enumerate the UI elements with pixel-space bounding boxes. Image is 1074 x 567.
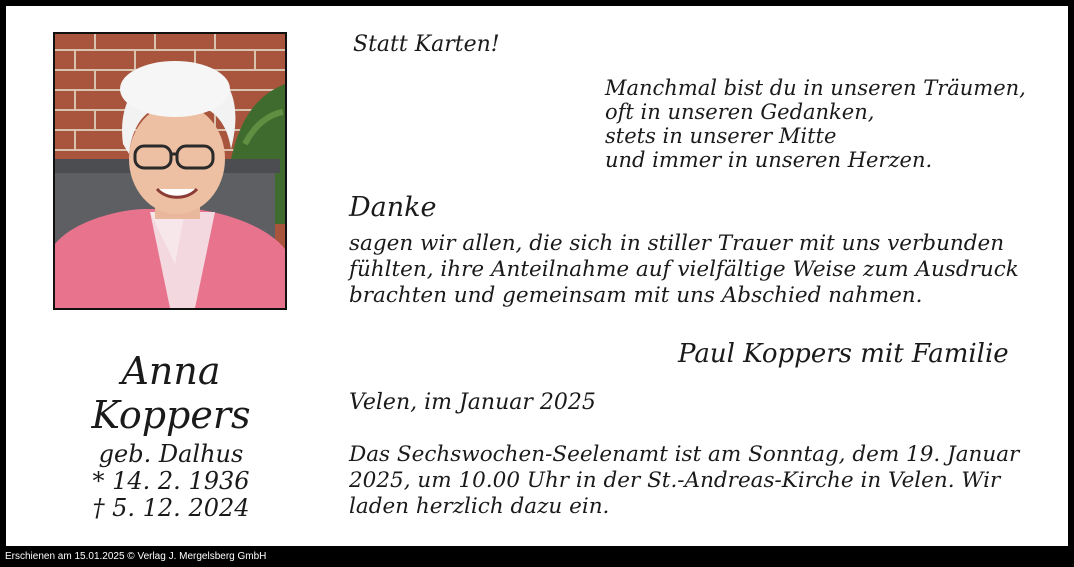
thanks-text	[349, 231, 1019, 309]
last-name: Koppers	[91, 393, 251, 437]
notice-line: 2025, um 10.00 Uhr in der St.-Andreas-Kirche in Velen. Wir	[349, 468, 1001, 493]
notice-line: Das Sechswochen-Seelenamt ist am Sonntag, dem 19. Januar	[349, 442, 1020, 467]
poem-line: oft in unseren Gedanken,	[605, 100, 875, 124]
statt-karten: Statt Karten!	[353, 32, 500, 57]
poem-line: stets in unserer Mitte	[605, 124, 837, 148]
portrait-illustration	[55, 34, 285, 308]
birth-date: * 14. 2. 1936	[92, 467, 250, 495]
poem-line: und immer in unseren Herzen.	[605, 148, 933, 172]
thanks-line: sagen wir allen, die sich in stiller Trauer mit uns verbunden	[349, 231, 1005, 256]
place-date: Velen, im Januar 2025	[349, 390, 596, 415]
thanks-line: brachten und gemeinsam mit uns Abschied nahmen.	[349, 283, 923, 308]
obituary-card	[6, 6, 1068, 546]
death-date: † 5. 12. 2024	[92, 494, 250, 522]
portrait-photo	[53, 32, 287, 310]
notice-line: laden herzlich dazu ein.	[349, 494, 610, 519]
mass-notice	[349, 442, 1019, 520]
signature: Paul Koppers mit Familie	[678, 339, 1009, 369]
thanks-line: fühlten, ihre Anteilnahme auf vielfältige Weise zum Ausdruck	[349, 257, 1019, 282]
maiden-name: geb. Dalhus	[98, 440, 244, 468]
first-name: Anna	[121, 349, 221, 393]
poem-line: Manchmal bist du in unseren Träumen,	[605, 76, 1026, 100]
publication-footer: Erschienen am 15.01.2025 © Verlag J. Mergelsberg GmbH	[5, 551, 267, 562]
thanks-title: Danke	[349, 192, 437, 223]
poem	[605, 76, 1026, 172]
